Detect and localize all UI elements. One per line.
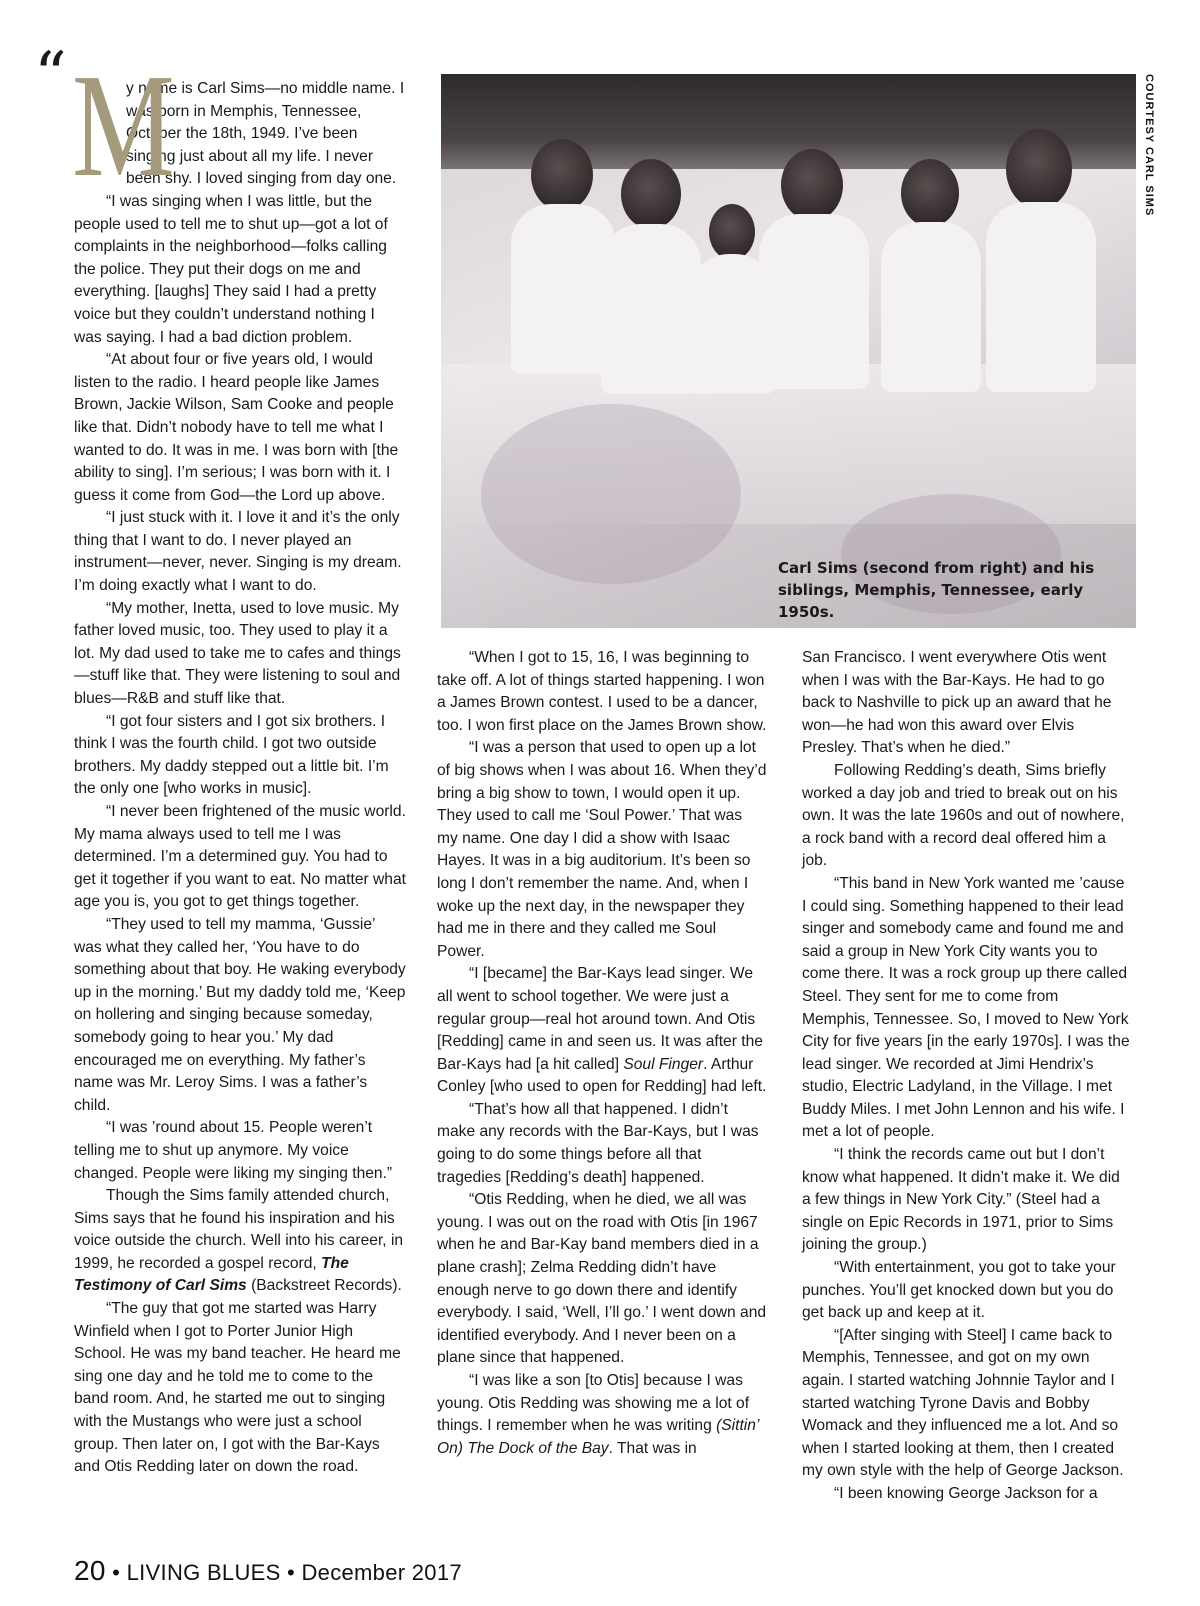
text-run: “I was like a son [to Otis] because I was young. Otis Redding was showing me a lot of things. I remember when he was writing	[437, 1372, 750, 1435]
paragraph: “When I got to 15, 16, I was beginning to take off. A lot of things started happening. I won a James Brown contest. I used to be a dancer, too. I won first place on the James Brown show.	[437, 649, 767, 734]
article-column-2	[437, 647, 767, 1460]
paragraph	[437, 1370, 767, 1460]
footer-bullet: •	[112, 1560, 121, 1585]
text-run: “I [became] the Bar-Kays lead singer. We all went to school together. We were just a regular group—real hot around town. And Otis [Redding] came in and seen us. It was after the Bar-Kays had [a hit called]	[437, 965, 763, 1073]
paragraph: San Francisco. I went everywhere Otis went when I was with the Bar-Kays. He had to go back to Nashville to pick up an award that he won—he had won this award over Elvis Presley. That’s when he died.”	[802, 649, 1112, 757]
text-run: . Arthur Conley [who used to open for Redding] had left.	[437, 1055, 767, 1096]
paragraph: “They used to tell my mamma, ‘Gussie’ was what they called her, ‘You have to do something about that boy. He waking everybody up in the morning.’ But my daddy told me, ‘Keep on hollering and singing because someday, somebody going to hear you.’ My dad encouraged me on everything. My father’s name was Mr. Leroy Sims. I was a father’s child.	[74, 915, 406, 1114]
footer-bullet: •	[287, 1560, 296, 1585]
paragraph: Following Redding’s death, Sims briefly worked a day job and tried to break out on his own. It was the late 1960s and out of nowhere, a rock band with a record deal offered him a job.	[802, 761, 1125, 870]
song-title: Soul Finger	[623, 1055, 704, 1073]
paragraph: “This band in New York wanted me ’cause I could sing. Something happened to their lead singer and somebody came and found me and said a group in New York City wants you to come there. It was a rock group up there called Steel. They sent for me to come from Memphis, Tennessee. So, I moved to New York City for five years [in the early 1970s]. I was the lead singer. We recorded at Jimi Hendrix’s studio, Electric Ladyland, in the Village. I met Buddy Miles. I met John Lennon and his wife. I met a lot of people.	[802, 874, 1130, 1141]
paragraph: “I got four sisters and I got six brothers. I think I was the fourth child. I got two outside brothers. My daddy stepped out a little bit. I’m the only one [who works in music].	[74, 712, 389, 798]
paragraph: “I think the records came out but I don’t know what happened. It didn’t make it. We did a few things in New York City.” (Steel had a single on Epic Records in 1971, prior to Sims joining the group.)	[802, 1146, 1120, 1254]
opening-quote-mark: “	[34, 39, 67, 113]
text-run: . That was in	[608, 1439, 697, 1457]
article-column-3	[802, 647, 1130, 1506]
issue-date: December 2017	[301, 1560, 462, 1585]
paragraph	[437, 963, 767, 1099]
paragraph: “I was ’round about 15. People weren’t telling me to shut up anymore. My voice changed. People were liking my singing then.”	[74, 1119, 393, 1182]
magazine-name: LIVING BLUES	[126, 1560, 281, 1585]
paragraph: “I been knowing George Jackson for a	[834, 1484, 1098, 1502]
article-column-1	[34, 39, 406, 1479]
paragraph: y name is Carl Sims—no middle name. I was born in Memphis, Tennessee, October the 18th, 1949. I’ve been singing just about all my life. I never been shy. I loved singing from day one.	[126, 80, 405, 188]
page-footer	[74, 1555, 462, 1587]
paragraph: “That’s how all that happened. I didn’t make any records with the Bar-Kays, but I was going to do some things before all that tragedies [Redding’s death] happened.	[437, 1100, 759, 1186]
paragraph: “I was a person that used to open up a lot of big shows when I was about 16. When they’d bring a big show to town, I would open it up. They used to call me ‘Soul Power.’ That was my name. One day I did a show with Isaac Hayes. It was in a big auditorium. It’s been so long I don’t remember the name. And, when I woke up the next day, in the newspaper they had me in there and they called me Soul Power.	[437, 739, 767, 960]
text-run: (Backstreet Records).	[246, 1277, 402, 1295]
record-title: The Testimony of Carl Sims	[74, 1254, 349, 1295]
paragraph: “Otis Redding, when he died, we all was young. I was out on the road with Otis [in 1967 when he and Bar-Kay band members died in a plane crash]; Zelma Redding didn’t have enough nerve to go down there and identify everybody. I said, ‘Well, I’ll go.’ I went down and identified everybody. And I never been on a plane since that happened.	[437, 1191, 767, 1367]
photo-credit: COURTESY CARL SIMS	[1143, 74, 1155, 217]
photo-stain	[481, 404, 741, 584]
page-number: 20	[74, 1555, 106, 1586]
paragraph: “I never been frightened of the music world. My mama always used to tell me I was determined. I’m a determined guy. You had to get it together if you want to eat. No matter what age you is, you got to get things together.	[74, 803, 406, 911]
paragraph	[74, 1185, 406, 1298]
paragraph: “With entertainment, you got to take your punches. You’ll get knocked down but you do get back up and keep at it.	[802, 1259, 1116, 1322]
paragraph: “[After singing with Steel] I came back to Memphis, Tennessee, and got on my own again. I started watching Johnnie Taylor and I started watching Tyrone Davis and Bobby Womack and they influenced me a lot. And so when I started looking at them, then I created my own style with the help of George Jackson.	[802, 1326, 1124, 1480]
text-run: Though the Sims family attended church, Sims says that he found his inspiration and his voice outside the church. Well into his career, in 1999, he recorded a gospel record,	[74, 1187, 404, 1272]
paragraph: “At about four or five years old, I would listen to the radio. I heard people like James Brown, Jackie Wilson, Sam Cooke and people like that. Didn’t nobody have to tell me what I wanted to do. It was in me. I was born with [the ability to sing]. I’m serious; I was born with it. I guess it come from God—the Lord up above.	[74, 351, 399, 504]
paragraph: “The guy that got me started was Harry Winfield when I got to Porter Junior High School. He was my band teacher. He heard me sing one day and he told me to come to the band room. And, he started me out to singing with the Mustangs who were just a school group. Then later on, I got with the Bar-Kays and Otis Redding later on down the road.	[74, 1300, 401, 1476]
paragraph: “My mother, Inetta, used to love music. My father loved music, too. They used to play it a lot. My dad used to take me to cafes and things—stuff like that. They were listening to soul and blues—R&B and stuff like that.	[74, 599, 401, 708]
photo-caption: Carl Sims (second from right) and his siblings, Memphis, Tennessee, early 1950s.	[778, 559, 1095, 621]
paragraph: “I just stuck with it. I love it and it’s the only thing that I want to do. I never played an instrument—never, never. Singing is my dream. I’m doing exactly what I want to do.	[74, 509, 402, 595]
song-title: (Sittin’ On) The Dock of the Bay	[437, 1417, 759, 1457]
historical-photo	[441, 74, 1136, 628]
opening-paragraph	[34, 39, 406, 208]
paragraph: “I was singing when I was little, but the people used to tell me to shut up—got a lot of complaints in the neighborhood—folks calling the police. They put their dogs on me and everything. [laughs] They said I had a pretty voice but they couldn’t understand nothing I was saying. I had a bad diction problem.	[74, 192, 388, 346]
drop-cap: M	[72, 44, 174, 208]
